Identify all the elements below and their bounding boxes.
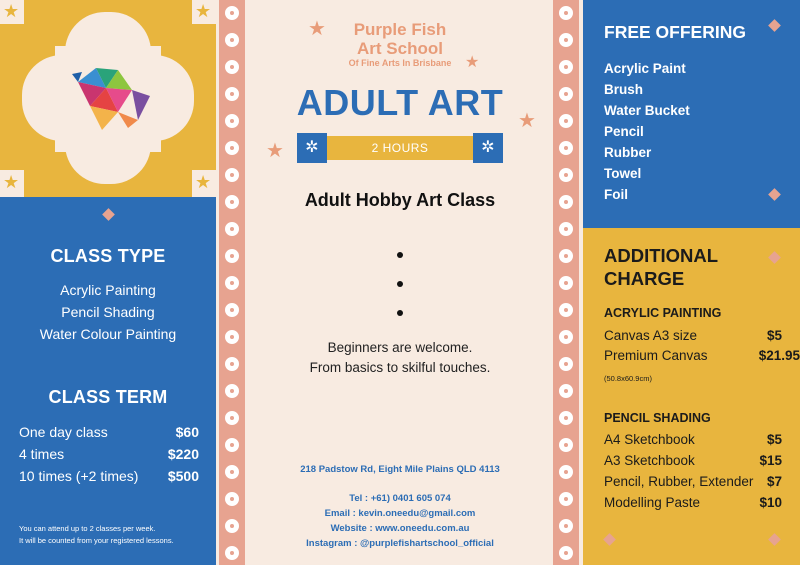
star-icon: ★	[518, 108, 536, 132]
bullet-point	[397, 281, 403, 287]
strip-dot	[225, 465, 239, 479]
strip-dot	[225, 87, 239, 101]
term-row	[19, 421, 199, 443]
strip-dot	[559, 6, 573, 20]
item-price: $21.95	[758, 348, 800, 363]
strip-dot	[559, 114, 573, 128]
acrylic-heading: ACRYLIC PAINTING	[604, 306, 722, 320]
class-term-table	[19, 421, 199, 487]
diamond-icon	[768, 533, 781, 546]
brand-logo-text	[320, 20, 480, 69]
diamond-icon	[768, 19, 781, 32]
item-price: $7	[766, 474, 782, 489]
class-type-heading: CLASS TYPE	[50, 246, 166, 266]
strip-dot	[559, 276, 573, 290]
address: 218 Padstow Rd, Eight Mile Plains QLD 4113	[300, 464, 500, 475]
strip-dot	[225, 195, 239, 209]
strip-dot	[225, 384, 239, 398]
star-icon: ★	[308, 16, 326, 40]
decorative-strip-right	[553, 0, 579, 565]
diamond-icon	[768, 188, 781, 201]
list-item: Water Bucket	[604, 103, 690, 118]
price-row	[604, 474, 782, 489]
canvas-size-note: (50.8x60.9cm)	[604, 374, 652, 383]
strip-dot	[225, 276, 239, 290]
strip-dot	[225, 141, 239, 155]
free-offering-heading: FREE OFFERING	[604, 22, 746, 42]
pencil-heading: PENCIL SHADING	[604, 411, 711, 425]
star-icon: ★	[465, 52, 480, 71]
spacer	[246, 477, 554, 491]
item-label: Pencil, Rubber, Extender	[604, 474, 754, 489]
welcome-line: From basics to skilful touches.	[309, 360, 491, 375]
item-label: Modelling Paste	[604, 495, 701, 510]
list-item: Brush	[604, 82, 644, 97]
email-link[interactable]: Email : kevin.oneedu@gmail.com	[324, 508, 476, 519]
welcome-text	[246, 338, 554, 378]
brand-line: Art School	[357, 39, 443, 58]
strip-dot	[225, 492, 239, 506]
strip-dot	[225, 303, 239, 317]
free-offering-list	[604, 58, 690, 205]
strip-dot	[225, 438, 239, 452]
heading-line: CHARGE	[604, 268, 685, 289]
fish-origami-logo	[68, 62, 154, 134]
item-price: $10	[759, 495, 782, 510]
compass-tile-icon: ✲	[297, 133, 327, 163]
strip-dot	[559, 465, 573, 479]
website-link[interactable]: Website : www.oneedu.com.au	[330, 523, 470, 534]
term-row	[19, 465, 199, 487]
strip-dot	[559, 141, 573, 155]
hours-label: 2 HOURS	[327, 136, 473, 160]
item-price: $15	[759, 453, 782, 468]
strip-dot	[559, 357, 573, 371]
list-item: Pencil Shading	[61, 304, 155, 320]
list-item: Rubber	[604, 145, 652, 160]
star-icon: ★	[3, 1, 20, 22]
additional-charge-panel	[583, 228, 800, 565]
diamond-icon	[768, 251, 781, 264]
strip-dot	[225, 249, 239, 263]
strip-dot	[225, 222, 239, 236]
strip-dot	[559, 249, 573, 263]
strip-dot	[559, 492, 573, 506]
strip-dot	[559, 60, 573, 74]
heading-line: ADDITIONAL	[604, 245, 719, 266]
free-offering-panel	[583, 0, 800, 228]
strip-dot	[225, 357, 239, 371]
strip-dot	[225, 114, 239, 128]
price-row	[604, 453, 782, 468]
left-top-panel	[0, 0, 216, 197]
term-label: One day class	[19, 424, 108, 440]
star-icon: ★	[195, 172, 212, 193]
item-label: Premium Canvas	[604, 348, 708, 363]
compass-tile-icon: ✲	[473, 133, 503, 163]
strip-dot	[225, 519, 239, 533]
strip-dot	[559, 330, 573, 344]
term-price: $220	[167, 446, 199, 462]
footnote	[19, 523, 214, 547]
brand-tagline: Of Fine Arts In Brisbane	[348, 58, 452, 68]
decorative-strip-left	[219, 0, 245, 565]
strip-dot	[559, 222, 573, 236]
list-item: Towel	[604, 166, 642, 181]
price-row	[604, 432, 782, 447]
footnote-line: You can attend up to 2 classes per week.	[19, 524, 156, 533]
term-label: 10 times (+2 times)	[19, 468, 139, 484]
contact-block	[246, 462, 554, 551]
term-price: $60	[175, 424, 199, 440]
page-title: ADULT ART	[296, 82, 504, 123]
strip-dot	[559, 303, 573, 317]
phone[interactable]: Tel : +61) 0401 605 074	[349, 493, 451, 504]
strip-dot	[559, 546, 573, 560]
strip-dot	[559, 384, 573, 398]
item-price: $5	[766, 328, 782, 343]
list-item: Acrylic Paint	[604, 61, 686, 76]
term-label: 4 times	[19, 446, 65, 462]
strip-dot	[225, 330, 239, 344]
brand-line: Purple Fish	[353, 20, 447, 39]
diamond-icon	[603, 533, 616, 546]
list-item: Pencil	[604, 124, 644, 139]
strip-dot	[225, 33, 239, 47]
star-icon: ★	[3, 172, 20, 193]
strip-dot	[559, 519, 573, 533]
strip-dot	[225, 60, 239, 74]
footnote-line: It will be counted from your registered lessons.	[19, 536, 174, 545]
class-type-list	[0, 279, 216, 345]
diamond-icon	[102, 208, 115, 221]
additional-charge-heading	[604, 244, 718, 290]
bullet-point	[397, 252, 403, 258]
bullet-point	[397, 310, 403, 316]
hours-bar	[297, 133, 503, 163]
item-label: A3 Sketchbook	[604, 453, 695, 468]
star-icon: ★	[195, 1, 212, 22]
price-row	[604, 328, 782, 343]
star-icon: ★	[266, 138, 284, 162]
list-item: Acrylic Painting	[60, 282, 156, 298]
price-row	[604, 495, 782, 510]
price-row	[604, 348, 800, 363]
strip-dot	[559, 411, 573, 425]
item-price: $5	[766, 432, 782, 447]
list-item: Water Colour Painting	[39, 326, 177, 342]
strip-dot	[225, 411, 239, 425]
strip-dot	[225, 168, 239, 182]
class-term-heading: CLASS TERM	[48, 387, 168, 407]
strip-dot	[559, 87, 573, 101]
strip-dot	[559, 438, 573, 452]
list-item: Foil	[604, 187, 628, 202]
term-row	[19, 443, 199, 465]
strip-dot	[225, 546, 239, 560]
instagram-link[interactable]: Instagram : @purplefishartschool_official	[306, 538, 494, 549]
strip-dot	[559, 168, 573, 182]
left-bottom-panel	[0, 197, 216, 565]
strip-dot	[559, 33, 573, 47]
item-label: A4 Sketchbook	[604, 432, 695, 447]
item-label: Canvas A3 size	[604, 328, 698, 343]
strip-dot	[559, 195, 573, 209]
term-price: $500	[167, 468, 199, 484]
welcome-line: Beginners are welcome.	[327, 340, 473, 355]
class-subtitle: Adult Hobby Art Class	[304, 190, 496, 210]
strip-dot	[225, 6, 239, 20]
